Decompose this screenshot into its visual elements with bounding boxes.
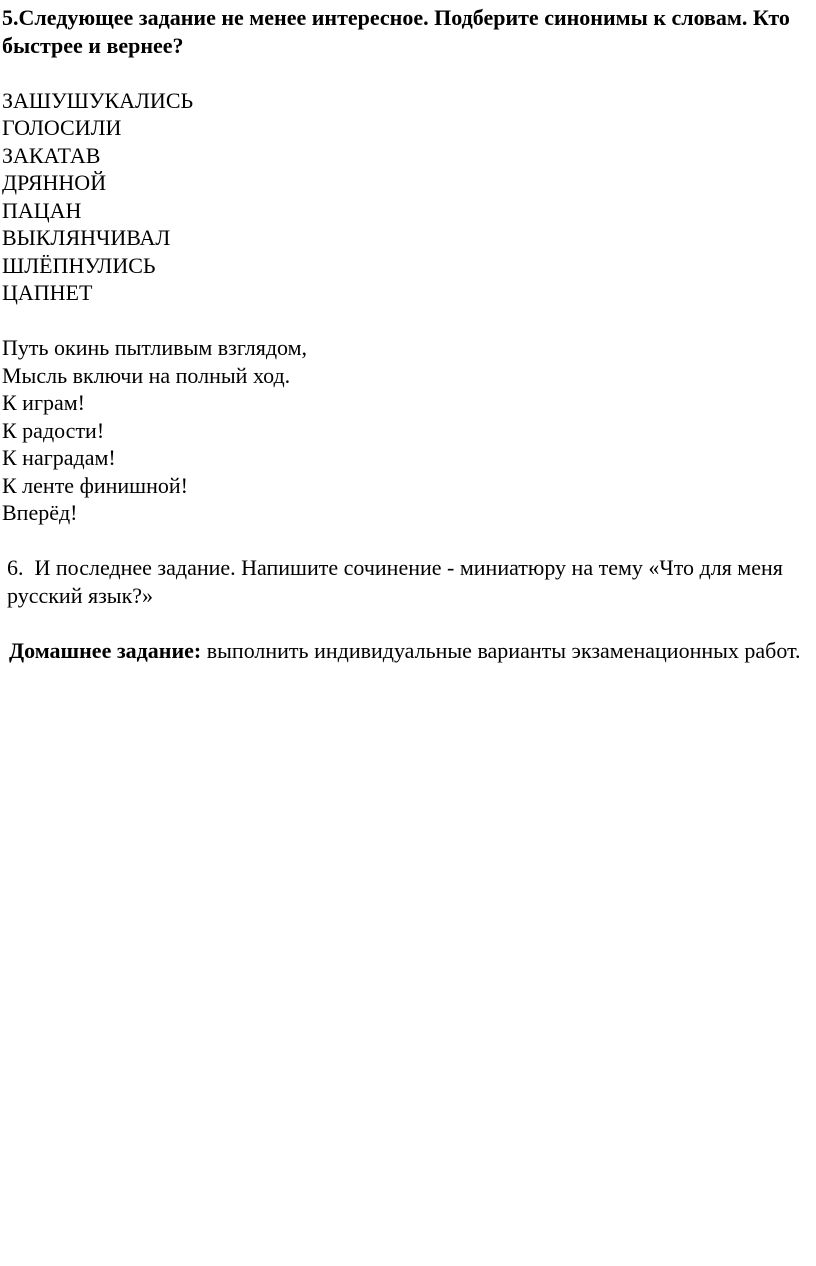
poem (2, 334, 814, 527)
poem-line: Вперёд! (2, 500, 78, 525)
task6-number: 6. (7, 555, 24, 580)
task6-paragraph (2, 554, 814, 609)
list-item: ЗАШУШУКАЛИСЬ (2, 87, 194, 113)
list-item: ГОЛОСИЛИ (2, 115, 122, 140)
list-item: ВЫКЛЯНЧИВАЛ (2, 225, 171, 250)
list-item: ЗАКАТАВ (2, 142, 101, 168)
poem-line: К играм! (2, 390, 85, 415)
task6-text: И последнее задание. Напишите сочинение - миниатюру на тему «Что для меня русский язык?» (7, 555, 783, 608)
list-item: ЦАПНЕТ (2, 280, 93, 305)
poem-line: К наградам! (2, 445, 116, 470)
list-item: ШЛЁПНУЛИСЬ (2, 252, 156, 278)
poem-line: К ленте финишной! (2, 472, 188, 498)
list-item: ПАЦАН (2, 197, 82, 223)
spacer (2, 59, 814, 87)
poem-line: К радости! (2, 417, 105, 443)
homework-label: Домашнее задание: (9, 637, 202, 663)
synonym-word-list (2, 87, 814, 307)
poem-line: Путь окинь пытливым взглядом, (2, 335, 308, 360)
spacer (2, 609, 814, 637)
spacer (2, 527, 814, 555)
homework-paragraph (2, 637, 814, 665)
task5-heading: 5.Следующее задание не менее интересное. Подберите синонимы к словам. Кто быстрее и вернее? (2, 5, 790, 58)
spacer (2, 307, 814, 335)
list-item: ДРЯННОЙ (2, 170, 107, 195)
poem-line: Мысль включи на полный ход. (2, 362, 291, 388)
document-page (2, 4, 814, 664)
homework-text: выполнить индивидуальные варианты экзаменационных работ. (201, 637, 801, 663)
